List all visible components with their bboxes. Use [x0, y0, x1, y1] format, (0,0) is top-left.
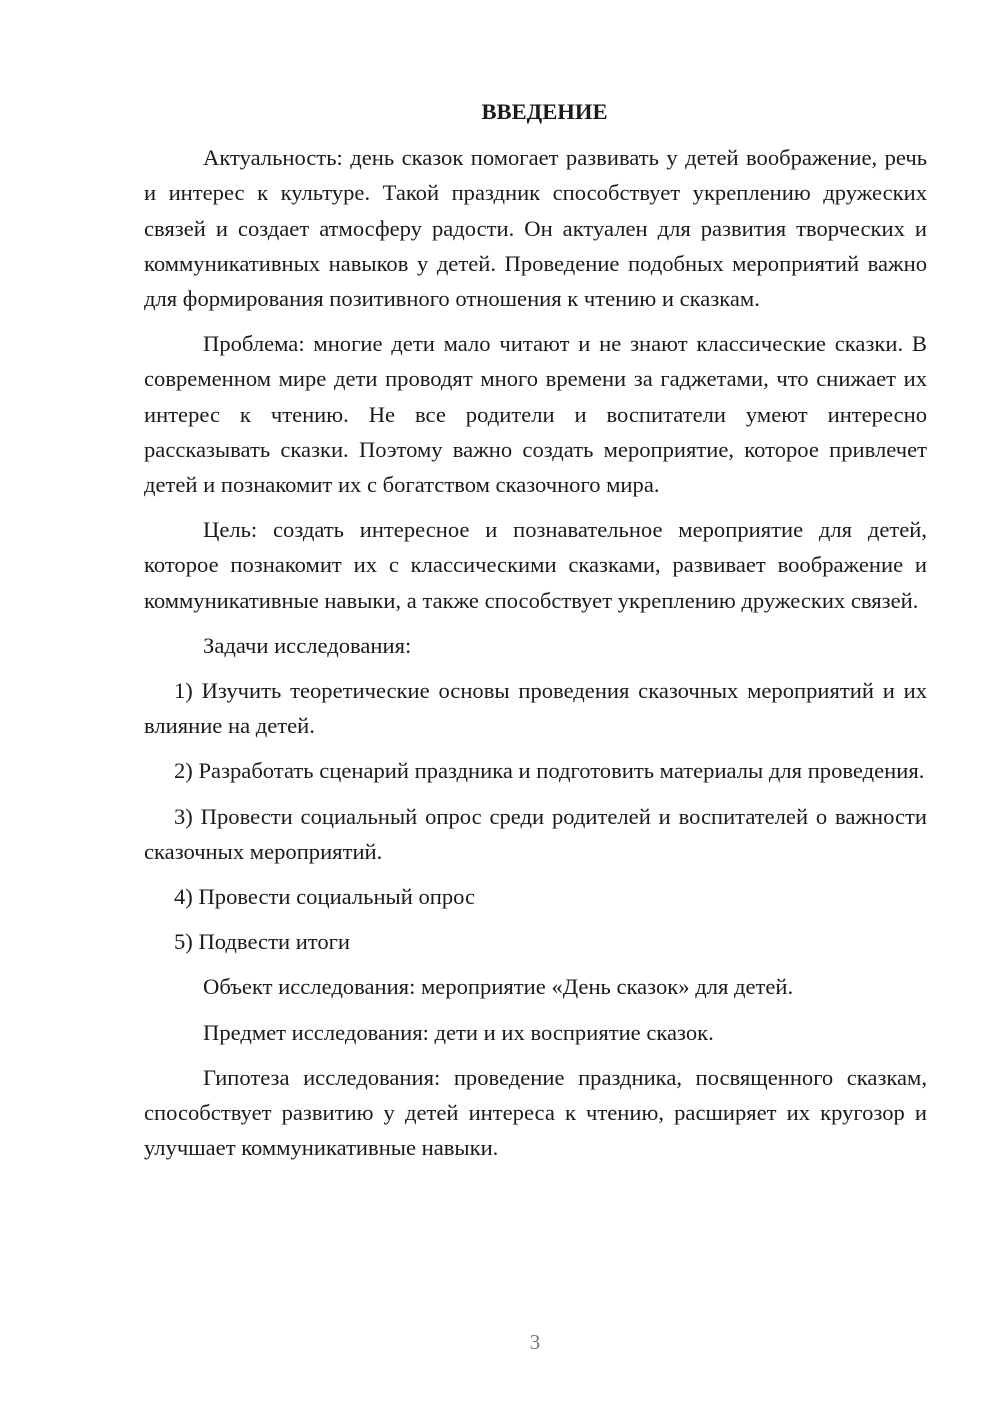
research-hypothesis: Гипотеза исследования: проведение праздника, посвященного сказкам, способствует развитию у детей интереса к чтению, расширяет их кругозор и улучшает коммуникативные навыки. — [144, 1064, 927, 1161]
task-item-2: 2) Разработать сценарий праздника и подготовить материалы для проведения. — [174, 758, 925, 784]
section-heading: ВВЕДЕНИЕ — [481, 99, 608, 124]
task-item-5: 5) Подвести итоги — [174, 929, 351, 955]
relevance-paragraph: Актуальность: день сказок помогает развивать у детей воображение, речь и интерес к культуре. Такой праздник способствует укреплению дружеских связей и создает атмосферу радости. Он актуален для развития творческих и коммуникативных навыков у детей. Проведение подобных мероприятий важно для формирования позитивного отношения к чтению и сказкам. — [144, 145, 927, 312]
tasks-title: Задачи исследования: — [203, 632, 412, 658]
task-item-4: 4) Провести социальный опрос — [174, 884, 476, 910]
research-subject: Предмет исследования: дети и их восприятие сказок. — [203, 1019, 714, 1045]
task-item-1: 1) Изучить теоретические основы проведения сказочных мероприятий и их влияние на детей. — [144, 678, 927, 739]
research-object: Объект исследования: мероприятие «День сказок» для детей. — [203, 974, 794, 1000]
task-item-3: 3) Провести социальный опрос среди родителей и воспитателей о важности сказочных мероприятий. — [144, 803, 927, 864]
document-body — [144, 94, 927, 1175]
page-number: 3 — [529, 1330, 541, 1354]
goal-paragraph: Цель: создать интересное и познавательное мероприятие для детей, которое познакомит их с классическими сказками, развивает воображение и коммуникативные навыки, а также способствует укреплению дружеских связей. — [144, 517, 927, 613]
problem-paragraph: Проблема: многие дети мало читают и не знают классические сказки. В современном мире дети проводят много времени за гаджетами, что снижает их интерес к чтению. Не все родители и воспитатели умеют интересно рассказывать сказки. Поэтому важно создать мероприятие, которое привлечет детей и познакомит их с богатством сказочного мира. — [144, 331, 927, 498]
